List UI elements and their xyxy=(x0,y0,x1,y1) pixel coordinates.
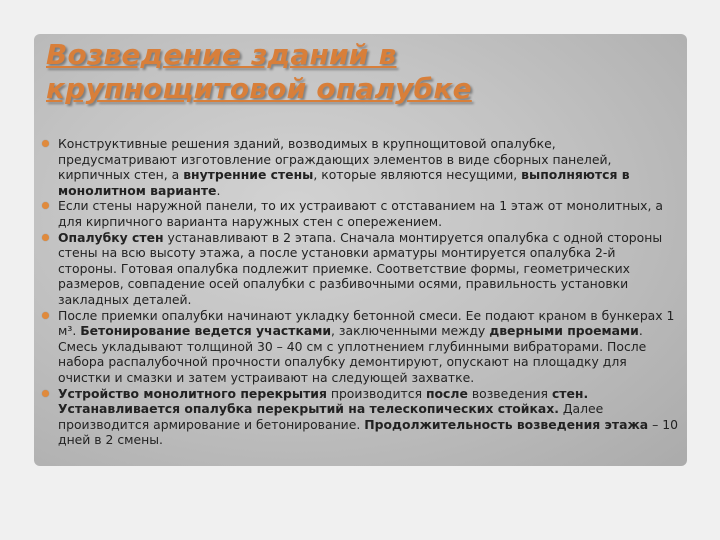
bullet-bold-text: дверными проемами xyxy=(489,323,639,339)
bullet-text: Далее производится армирование и бетонирование. xyxy=(58,401,604,432)
bullet-item xyxy=(58,136,678,198)
bullet-text: устанавливают в 2 этапа. Сначала монтируется опалубка с одной стороны стены на всю высоту этажа, а после установки арматуры монтируется опалубка 2-й стороны. Готовая опалубка подлежит приемке. Соответствие формы, геометрических размеров, совпадение осей опалубки с разбивочными осями, правильность установки закладных деталей. xyxy=(58,229,663,307)
slide-title: Возведение зданий в крупнощитовой опалубке xyxy=(46,38,472,105)
bullet-bold-text: внутренние стены xyxy=(183,167,314,183)
bullet-text: , заключенными между xyxy=(331,323,490,339)
bullet-text: производится xyxy=(326,385,426,401)
bullet-text: После приемки опалубки начинают укладку бетонной смеси. Ее подают краном в бункерах 1 м³. xyxy=(58,307,675,339)
bullet-bold-text: Продолжительность возведения этажа xyxy=(364,416,649,432)
bullet-text: Конструктивные решения зданий, возводимых в крупнощитовой опалубке, предусматривают изготовление ограждающих элементов в виде сборных панелей, кирпичных стен, а xyxy=(58,136,612,183)
bullet-item xyxy=(58,230,678,308)
bullet-bold-text: после xyxy=(425,385,468,401)
bullet-dot-icon xyxy=(42,312,49,319)
bullet-list xyxy=(58,136,678,448)
bullet-text: . xyxy=(216,182,221,198)
bullet-item xyxy=(58,308,678,386)
bullet-text: – 10 дней в 2 смены. xyxy=(58,416,678,448)
bullet-bold-text: Устройство монолитного перекрытия xyxy=(58,385,327,401)
bullet-bold-text: Опалубку стен xyxy=(58,229,164,245)
bullet-item xyxy=(58,198,678,229)
bullet-text: . Смесь укладывают толщиной 30 – 40 см с уплотнением глубинными вибраторами. После набора распалубочной прочности опалубку демонтируют, опускают на площадку для очистки и смазки и затем устраивают на следующей захватке. xyxy=(58,323,647,385)
bullet-text: возведения xyxy=(467,385,552,401)
bullet-text: Если стены наружной панели, то их устраивают с отставанием на 1 этаж от монолитных, а для кирпичного варианта наружных стен с опережением. xyxy=(58,198,663,229)
bullet-bold-text: Бетонирование ведется участками xyxy=(80,323,332,339)
bullet-text: , которые являются несущими, xyxy=(313,167,522,183)
bullet-dot-icon xyxy=(42,390,49,397)
bullet-item xyxy=(58,386,678,448)
bullet-dot-icon xyxy=(42,234,49,241)
bullet-bold-text: стен. Устанавливается опалубка перекрытий на телескопических стойках. xyxy=(58,385,589,417)
bullet-dot-icon xyxy=(42,140,49,147)
bullet-bold-text: выполняются в монолитном варианте xyxy=(58,167,630,198)
